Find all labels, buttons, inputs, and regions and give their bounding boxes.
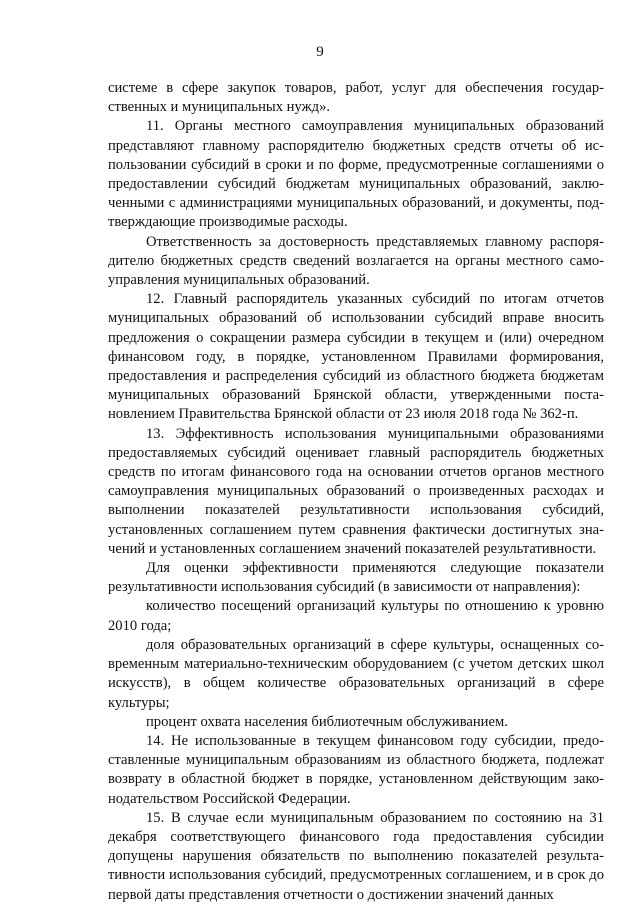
paragraph-item-15: 15. В случае если муниципальным образованием по состоянию на 31 декабря соответствующего финансового года предоставления субсидии допущены нарушения обязательств по выполнению показателей результативности использования субсидий, предусмотренных соглашением, и в срок до первой даты представления отчетности о достижении значений данных bbox=[108, 809, 604, 903]
indicator-library-coverage: процент охвата населения библиотечным обслуживанием. bbox=[146, 713, 508, 730]
paragraph-item-12: 12. Главный распорядитель указанных субсидий по итогам отчетов муниципальных образований об использовании субсидий вправе вносить предложения о сокращении размера субсидии в текущем и (или) очередном финансовом году, в порядке, установленном Правилами формирования, предоставления и распределения субсидий из областного бюджета бюджетам муниципальных образований Брянской области, утвержденными постановлением Правительства Брянской области от 23 июля 2018 года № 362-п. bbox=[108, 291, 604, 423]
body-text bbox=[108, 79, 604, 905]
paragraph-continuation: системе в сфере закупок товаров, работ, услуг для обеспечения государственных и муниципальных нужд». bbox=[108, 80, 604, 116]
indicator-equipped-organizations: доля образовательных организаций в сфере культуры, оснащенных современным материально-техническим оборудованием (с учетом детских школ искусств), в общем количестве образовательных организаций в сфере культуры; bbox=[108, 636, 604, 711]
paragraph-item-11: 11. Органы местного самоуправления муниципальных образований представляют главному распорядителю бюджетных средств отчеты об использовании субсидий в сроки и по форме, предусмотренные соглашениями о предоставлении субсидий бюджетам муниципальных образований, заключенными с администрациями муниципальных образований, и документы, подтверждающие производимые расходы. bbox=[108, 118, 604, 231]
indicator-visits: количество посещений организаций культуры по отношению к уровню 2010 года; bbox=[108, 598, 604, 634]
paragraph-item-14: 14. Не использованные в текущем финансовом году субсидии, предоставленные муниципальным образованиям из областного бюджета, подлежат возврату в областной бюджет в порядке, установленном действующим законодательством Российской Федерации. bbox=[108, 732, 604, 807]
paragraph-item-13: 13. Эффективность использования муниципальными образованиями предоставляемых субсидий оценивает главный распорядитель бюджетных средств по итогам финансового года на основании отчетов органов местного самоуправления муниципальных образований о произведенных расходах и выполнении показателей результативности использования субсидий, установленных соглашением путем сравнения фактически достигнутых значений и установленных соглашением значений показателей результативности. bbox=[108, 425, 604, 557]
paragraph-responsibility: Ответственность за достоверность представляемых главному распорядителю бюджетных средств сведений возлагается на органы местного самоуправления муниципальных образований. bbox=[108, 233, 604, 289]
page-number: 9 bbox=[316, 44, 324, 60]
paragraph-indicators-intro: Для оценки эффективности применяются следующие показатели результативности использования субсидий (в зависимости от направления): bbox=[108, 560, 604, 596]
